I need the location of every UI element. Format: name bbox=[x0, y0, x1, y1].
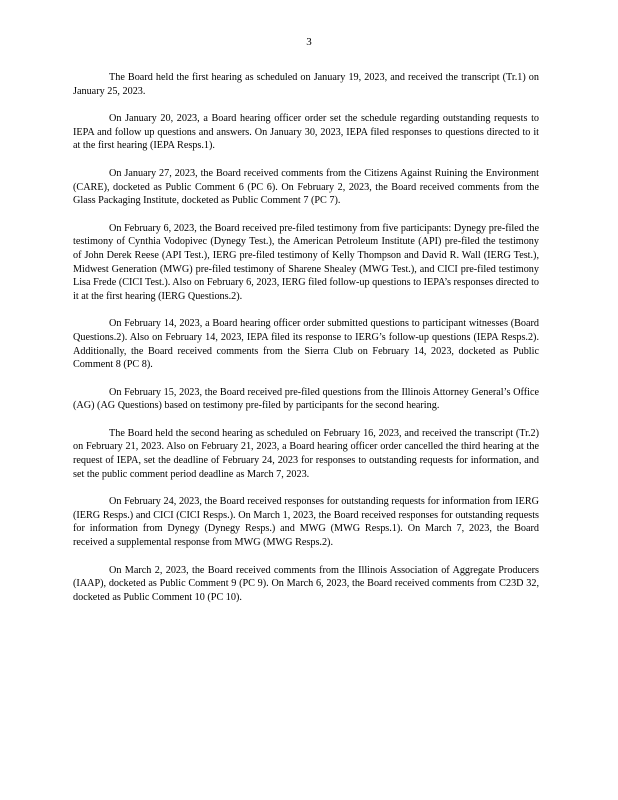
paragraph: On February 15, 2023, the Board received pre-filed questions from the Illinois Attorney General’s Office (AG) (AG Questions) based on testimony pre-filed by participants for the second hearing. bbox=[73, 386, 539, 412]
paragraph: On February 14, 2023, a Board hearing officer order submitted questions to participant witnesses (Board Questions.2). Also on February 14, 2023, IEPA filed its response to IERG’s follow-up questions (IEPA Resps.2). Additionally, the Board received comments from the Sierra Club on February 14, 2023, docketed as Public Comment 8 (PC 8). bbox=[73, 318, 539, 371]
paragraph: On February 6, 2023, the Board received pre-filed testimony from five participants: Dynegy pre-filed the testimony of Cynthia Vodopivec (Dynegy Test.), the American Petroleum Institute (API) pre-filed the testimony of John Derek Reese (API Test.), IERG pre-filed testimony of Kelly Thompson and David R. Wall (IERG Test.), Midwest Generation (MWG) pre-filed testimony of Sharene Shealey (MWG Test.), and CICI pre-filed testimony Lisa Frede (CICI Test.). Also on February 6, 2023, IERG filed follow-up questions to IEPA’s responses directed to it at the first hearing (IERG Questions.2). bbox=[73, 222, 539, 302]
document-body bbox=[73, 71, 539, 618]
paragraph: On January 27, 2023, the Board received comments from the Citizens Against Ruining the Environment (CARE), docketed as Public Comment 6 (PC 6). On February 2, 2023, the Board received comments from the Glass Packaging Institute, docketed as Public Comment 7 (PC 7). bbox=[73, 167, 539, 207]
paragraph: On February 24, 2023, the Board received responses for outstanding requests for information from IERG (IERG Resps.) and CICI (CICI Resps.). On March 1, 2023, the Board received responses for outstanding requests for information from Dynegy (Dynegy Resps.) and MWG (MWG Resps.1). On March 7, 2023, the Board received a supplemental response from MWG (MWG Resps.2). bbox=[73, 496, 539, 549]
paragraph: On March 2, 2023, the Board received comments from the Illinois Association of Aggregate Producers (IAAP), docketed as Public Comment 9 (PC 9). On March 6, 2023, the Board received comments from C23D 32, docketed as Public Comment 10 (PC 10). bbox=[73, 564, 539, 603]
paragraph: The Board held the first hearing as scheduled on January 19, 2023, and received the transcript (Tr.1) on January 25, 2023. bbox=[73, 72, 539, 97]
paragraph: On January 20, 2023, a Board hearing officer order set the schedule regarding outstanding requests to IEPA and follow up questions and answers. On January 30, 2023, IEPA filed responses to questions directed to it at the first hearing (IEPA Resps.1). bbox=[73, 113, 539, 152]
paragraph: The Board held the second hearing as scheduled on February 16, 2023, and received the transcript (Tr.2) on February 21, 2023. Also on February 21, 2023, a Board hearing officer order cancelled the third hearing at the request of IEPA, set the deadline of February 24, 2023 for responses to outstanding requests for information, and set the public comment period deadline as March 7, 2023. bbox=[73, 427, 539, 480]
page-number: 3 bbox=[306, 36, 312, 48]
